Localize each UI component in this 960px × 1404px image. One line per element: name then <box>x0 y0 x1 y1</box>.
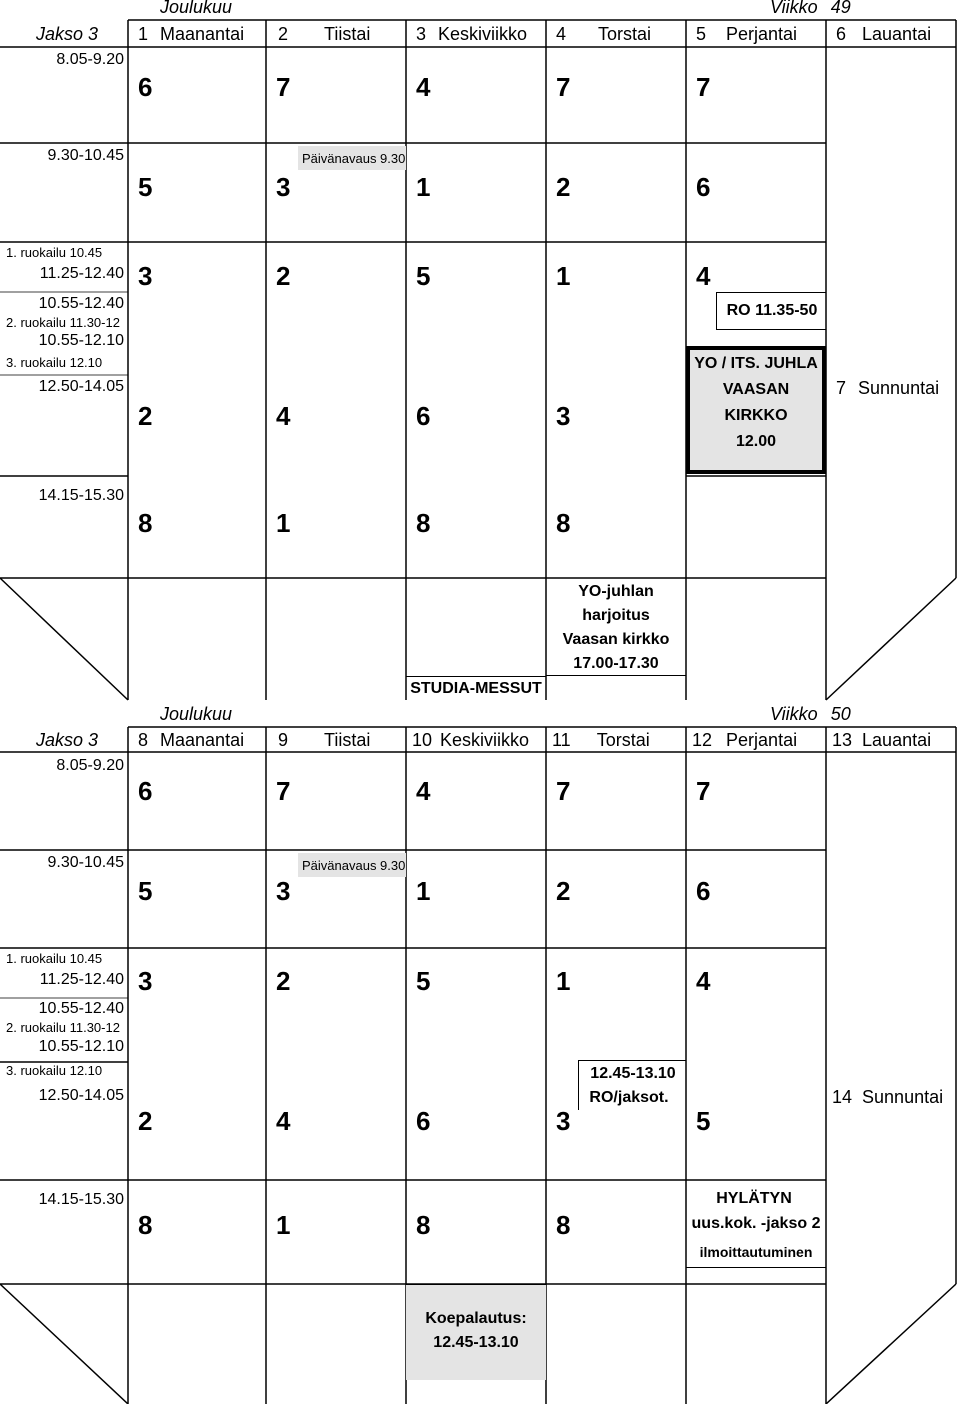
rejected-exam-line: ilmoittautuminen <box>699 1244 813 1260</box>
morning-assembly-note <box>298 146 406 170</box>
graduation-line: KIRKKO <box>724 407 788 424</box>
day-header <box>278 25 370 43</box>
day-number: 10 <box>412 730 433 750</box>
day-name: Perjantai <box>726 24 798 44</box>
day-number: 9 <box>278 730 289 750</box>
lesson-number: 2 <box>138 401 153 431</box>
day-header <box>832 731 931 749</box>
day-name: Maanantai <box>160 730 245 750</box>
time-slot-4: 10.55-12.40 <box>38 1000 124 1017</box>
lesson-number: 8 <box>416 508 431 538</box>
day-number: 1 <box>138 24 149 44</box>
day-header <box>412 731 529 749</box>
lesson-number: 2 <box>276 261 291 291</box>
day-name: Tiistai <box>324 24 371 44</box>
graduation-line: VAASAN <box>722 381 790 398</box>
ro-note <box>716 292 826 330</box>
rejected-exam-line: HYLÄTYN <box>716 1190 792 1207</box>
lesson-number: 8 <box>138 1210 153 1240</box>
lesson-number: 7 <box>696 72 711 102</box>
sunday-header <box>832 1088 943 1106</box>
lesson-number: 7 <box>556 776 571 806</box>
lesson-number: 7 <box>276 776 291 806</box>
time-slot-2: 9.30-10.45 <box>47 147 124 164</box>
morning-assembly-text: Päivänavaus 9.30 <box>302 858 406 873</box>
day-name: Sunnuntai <box>858 378 940 398</box>
lesson-number: 1 <box>276 508 291 538</box>
graduation-ceremony-box <box>686 346 826 474</box>
day-number: 3 <box>416 24 427 44</box>
day-number: 13 <box>832 730 853 750</box>
day-number: 2 <box>278 24 289 44</box>
day-number: 11 <box>552 730 571 750</box>
period-label: Jakso 3 <box>36 730 99 750</box>
lesson-number: 3 <box>138 261 153 291</box>
sunday-header <box>836 379 939 397</box>
time-slot-3: 11.25-12.40 <box>39 971 124 988</box>
time-slot-7: 14.15-15.30 <box>38 487 124 504</box>
lesson-number: 2 <box>276 966 291 996</box>
time-slot-6: 12.50-14.05 <box>38 1087 124 1104</box>
day-name: Keskiviikko <box>438 24 528 44</box>
lesson-number: 5 <box>138 876 153 906</box>
rejected-exam-line: uus.kok. -jakso 2 <box>691 1215 821 1232</box>
week-label <box>770 705 851 723</box>
time-slot-4: 10.55-12.40 <box>38 295 124 312</box>
lesson-number: 6 <box>696 172 711 202</box>
time-slot-6: 12.50-14.05 <box>38 378 124 395</box>
graduation-line: 12.00 <box>735 433 777 450</box>
day-name: Lauantai <box>862 24 932 44</box>
day-number: 14 <box>832 1087 853 1107</box>
lesson-number: 8 <box>556 508 571 538</box>
month-label: Joulukuu <box>160 0 233 17</box>
lesson-number: 6 <box>416 401 431 431</box>
lesson-number: 3 <box>556 401 571 431</box>
day-header <box>138 731 244 749</box>
lesson-number: 7 <box>696 776 711 806</box>
lesson-number: 4 <box>416 776 431 806</box>
time-slot-1: 8.05-9.20 <box>56 51 124 68</box>
day-header <box>552 731 650 749</box>
rejected-exam-note <box>686 1184 826 1268</box>
day-header <box>416 25 527 43</box>
studia-fair-note <box>406 676 546 700</box>
time-slot-2: 9.30-10.45 <box>47 854 124 871</box>
lesson-number: 1 <box>556 261 571 291</box>
lesson-number: 4 <box>276 1106 291 1136</box>
day-name: Maanantai <box>160 24 245 44</box>
meal-1-label: 1. ruokailu 10.45 <box>6 245 103 260</box>
ro-jaksot-line: 12.45-13.10 <box>590 1065 676 1082</box>
lesson-number: 5 <box>138 172 153 202</box>
lesson-number: 2 <box>138 1106 153 1136</box>
day-header <box>696 25 797 43</box>
day-number: 6 <box>836 24 847 44</box>
rehearsal-note <box>546 578 686 676</box>
week-number: 49 <box>830 0 851 17</box>
lesson-number: 1 <box>416 876 431 906</box>
lesson-number: 5 <box>416 966 431 996</box>
day-header <box>278 731 370 749</box>
exam-return-line: Koepalautus: <box>425 1310 527 1327</box>
day-header <box>556 25 651 43</box>
lesson-number: 3 <box>276 172 291 202</box>
rehearsal-line: YO-juhlan <box>578 583 654 600</box>
lesson-number: 8 <box>416 1210 431 1240</box>
week-label-text: Viikko <box>770 0 818 17</box>
studia-fair-text: STUDIA-MESSUT <box>410 680 542 697</box>
lesson-number: 5 <box>696 1106 711 1136</box>
meal-3-label: 3. ruokailu 12.10 <box>6 355 103 370</box>
week-label <box>770 0 851 16</box>
time-slot-1: 8.05-9.20 <box>56 757 124 774</box>
lesson-number: 2 <box>556 876 571 906</box>
time-slot-3: 11.25-12.40 <box>39 265 124 282</box>
graduation-line: YO / ITS. JUHLA <box>694 355 818 372</box>
lesson-number: 3 <box>556 1106 571 1136</box>
rehearsal-line: harjoitus <box>582 607 650 624</box>
lesson-number: 6 <box>696 876 711 906</box>
meal-2-label: 2. ruokailu 11.30-12 <box>6 315 120 330</box>
day-header <box>692 731 797 749</box>
day-number: 8 <box>138 730 149 750</box>
lesson-number: 1 <box>556 966 571 996</box>
lesson-number: 5 <box>416 261 431 291</box>
week-label-text: Viikko <box>770 704 818 724</box>
day-name: Tiistai <box>324 730 371 750</box>
rehearsal-line: Vaasan kirkko <box>562 631 670 648</box>
meal-1-label: 1. ruokailu 10.45 <box>6 951 103 966</box>
period-label: Jakso 3 <box>36 24 99 44</box>
meal-3-label: 3. ruokailu 12.10 <box>6 1063 103 1078</box>
exam-return-line: 12.45-13.10 <box>433 1334 519 1351</box>
lesson-number: 1 <box>416 172 431 202</box>
week-number: 50 <box>830 704 851 724</box>
day-name: Torstai <box>598 24 652 44</box>
lesson-number: 4 <box>416 72 431 102</box>
day-name: Torstai <box>596 730 650 750</box>
ro-jaksot-line: RO/jaksot. <box>589 1089 669 1106</box>
ro-jaksot-note <box>578 1060 686 1110</box>
lesson-number: 8 <box>556 1210 571 1240</box>
rehearsal-line: 17.00-17.30 <box>573 655 659 672</box>
lesson-number: 3 <box>138 966 153 996</box>
day-header <box>138 25 244 43</box>
ro-note-text: RO 11.35-50 <box>726 302 818 319</box>
exam-return-note <box>406 1284 546 1380</box>
lesson-number: 6 <box>138 776 153 806</box>
day-header <box>836 25 931 43</box>
lesson-number: 4 <box>276 401 291 431</box>
lesson-number: 6 <box>416 1106 431 1136</box>
time-slot-7: 14.15-15.30 <box>38 1191 124 1208</box>
lesson-number: 7 <box>276 72 291 102</box>
day-number: 5 <box>696 24 707 44</box>
lesson-number: 3 <box>276 876 291 906</box>
day-number: 4 <box>556 24 567 44</box>
morning-assembly-text: Päivänavaus 9.30 <box>302 151 406 166</box>
lesson-number: 1 <box>276 1210 291 1240</box>
lesson-number: 4 <box>696 966 711 996</box>
day-name: Sunnuntai <box>862 1087 944 1107</box>
day-number: 7 <box>836 378 847 398</box>
lesson-number: 6 <box>138 72 153 102</box>
month-label: Joulukuu <box>160 704 233 724</box>
lesson-number: 2 <box>556 172 571 202</box>
lesson-number: 8 <box>138 508 153 538</box>
meal-2-label: 2. ruokailu 11.30-12 <box>6 1020 120 1035</box>
time-slot-5: 10.55-12.10 <box>38 332 124 349</box>
day-number: 12 <box>692 730 713 750</box>
time-slot-5: 10.55-12.10 <box>38 1038 124 1055</box>
day-name: Lauantai <box>862 730 932 750</box>
day-name: Perjantai <box>726 730 798 750</box>
day-name: Keskiviikko <box>440 730 530 750</box>
lesson-number: 4 <box>696 261 711 291</box>
lesson-number: 7 <box>556 72 571 102</box>
morning-assembly-note <box>298 853 406 877</box>
